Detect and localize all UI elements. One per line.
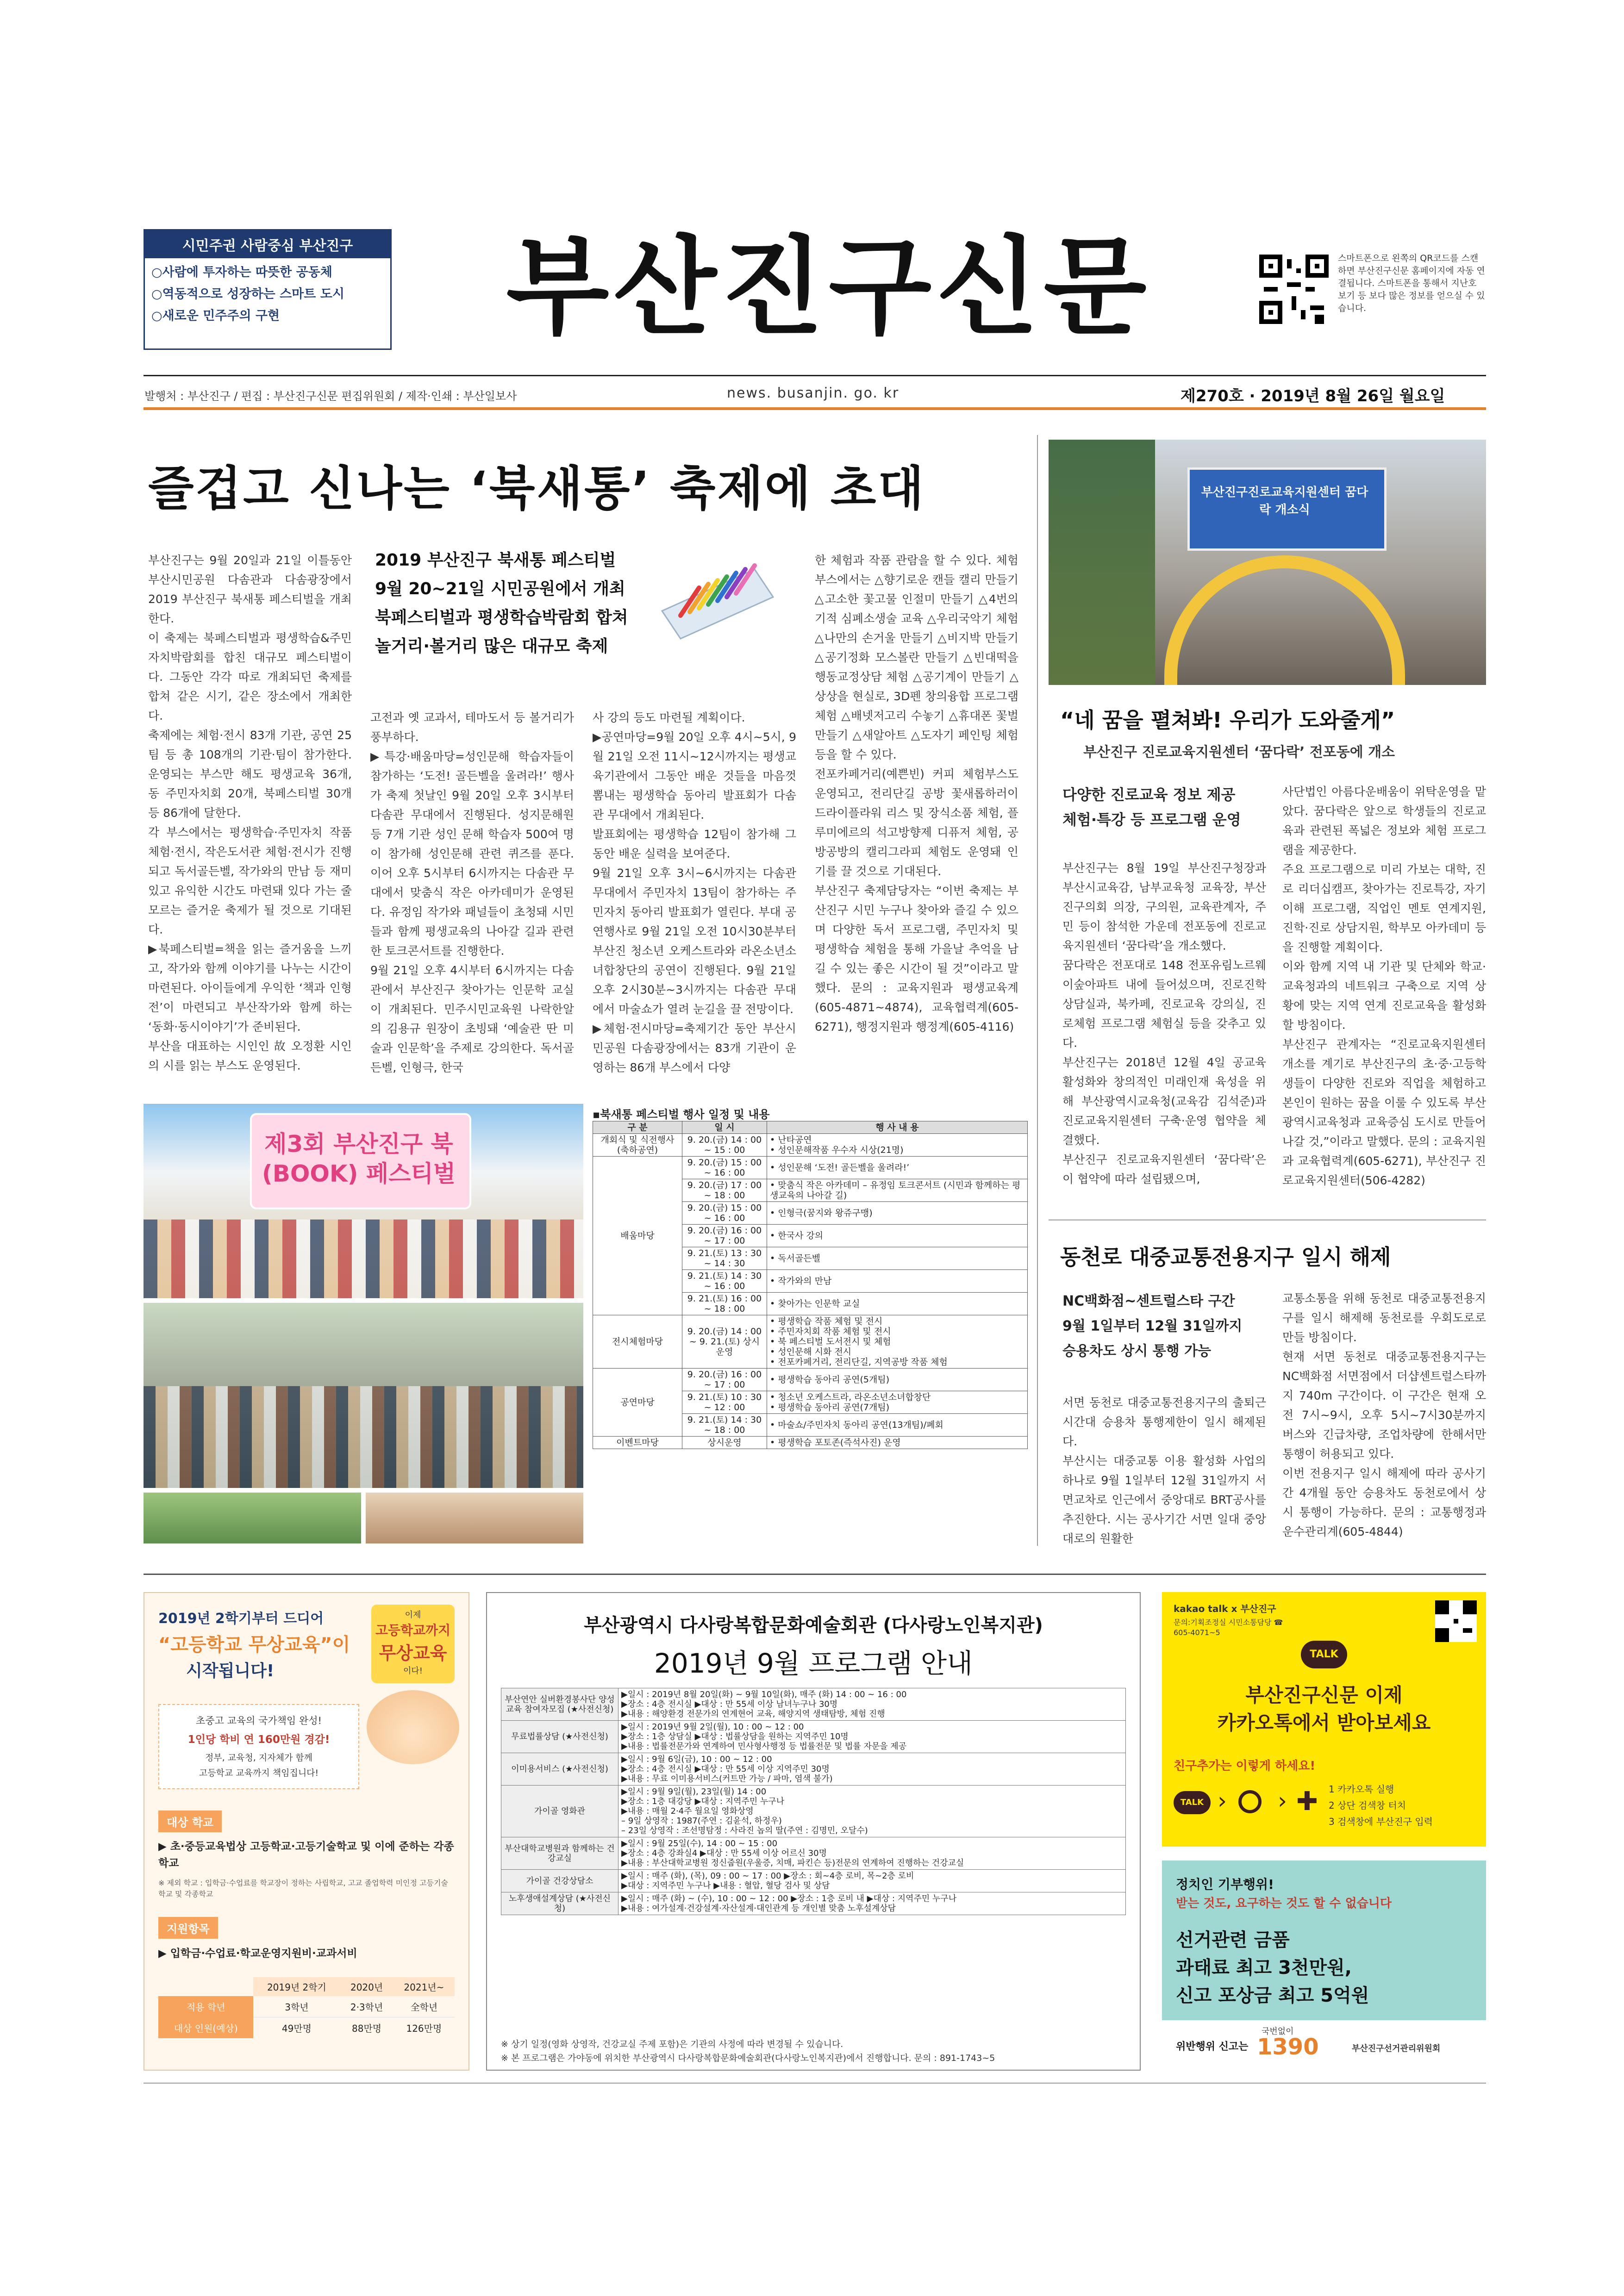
schedule-content: • 평생학습 동아리 공연(5개팀) <box>767 1369 1028 1391</box>
ad-senior-program <box>486 1592 1141 2071</box>
program-name: 가이골 영화관 <box>501 1786 618 1837</box>
ad-school-badge <box>371 1605 455 1683</box>
ad-school-title-a: 2019년 2학기부터 드디어 <box>158 1611 324 1627</box>
ad-school-tag-support: 지원항목 <box>158 1917 218 1939</box>
ad-school-grid <box>158 1977 455 2038</box>
kakao-qr-icon <box>1435 1600 1477 1642</box>
grid-cell: 2·3학년 <box>340 1996 393 2017</box>
schedule-content: • 난타공연 • 성인문해작품 우수자 시상(21명) <box>767 1134 1028 1157</box>
box-line: 정부, 교육청, 지자체가 함께 <box>205 1753 313 1763</box>
article2-sub2 <box>1062 782 1266 832</box>
badge-line: 이제 <box>405 1610 421 1620</box>
schedule-time: 9. 21.(토) 13 : 30 ~ 14 : 30 <box>682 1247 767 1270</box>
schedule-content: • 평생학습 포토존(즉석사진) 운영 <box>767 1437 1028 1449</box>
program-name: 무료법률상담 (★사전신청) <box>501 1721 618 1753</box>
badge-line: 무상교육 <box>379 1643 447 1663</box>
ad-kakao <box>1162 1592 1486 1847</box>
schedule-content: • 청소년 오케스트라, 라온소년소녀합창단 • 평생학습 동아리 공연(7개팀) <box>767 1391 1028 1414</box>
article3-sub-2: 9월 1일부터 12월 31일까지 <box>1062 1318 1243 1334</box>
issue-info: 제270호 · 2019년 8월 26일 월요일 <box>1181 387 1445 405</box>
kakao-step-2: 2 상단 검색창 터치 <box>1329 1800 1406 1811</box>
table-row <box>501 1753 1126 1786</box>
ad-school-title-c: 시작됩니다! <box>186 1661 275 1680</box>
box-line: 1인당 학비 연 160만원 경감! <box>187 1734 330 1746</box>
schedule-cat: 이벤트마당 <box>593 1437 682 1449</box>
program-table <box>501 1688 1126 1915</box>
table-row <box>593 1315 1028 1369</box>
program-name: 가이골 건강상담소 <box>501 1870 618 1892</box>
kakao-brand: kakao talk x 부산진구 <box>1174 1603 1276 1614</box>
table-row <box>593 1369 1028 1391</box>
table-row <box>501 1870 1126 1892</box>
program-name: 부산연안 실버환경봉사단 양성교육 참여자모집 (★사전신청) <box>501 1688 618 1721</box>
article3-sub-1: NC백화점~센트럴스타 구간 <box>1062 1293 1235 1309</box>
center-opening-photo <box>1049 440 1486 685</box>
schedule-time: 9. 20.(금) 15 : 00 ~ 16 : 00 <box>682 1157 767 1179</box>
article2-headline: “네 꿈을 펼쳐봐! 우리가 도와줄게” <box>1060 708 1395 733</box>
grid-cell: 126만명 <box>406 2023 442 2034</box>
kakao-steps-icon: TALK › › ✚ <box>1174 1782 1322 1823</box>
festival-photo-crowd <box>144 1303 583 1488</box>
schedule-header: 행 사 내 용 <box>767 1121 1028 1134</box>
program-detail: ▶일시 : 9월 25일(수), 14 : 00 ~ 15 : 00 ▶장소 : 4층 강좌실4 ▶대상 : 만 55세 이상 어르신 30명 ▶내용 : 부산대학교병원 정신줍원(우울증, 치매, 파킨슨 등)전문의 연계하여 진행하는 건강교실 <box>618 1837 1126 1870</box>
election-line-2: 받는 것도, 요구하는 것도 할 수 없습니다 <box>1176 1897 1392 1910</box>
grid-header <box>158 1977 253 1996</box>
grid-cell: 대상 인원(예상) <box>158 2017 253 2039</box>
schedule-time: 9. 20.(금) 14 : 00 ~ 15 : 00 <box>682 1134 767 1157</box>
schedule-content: • 평생학습 작품 체험 및 전시 • 주민자치회 작품 체험 및 전시 • 북 페스티벌 도서전시 및 체험 • 성인문해 시화 전시 • 전포카페거리, 전리단길, 지역공방 작품 체험 <box>767 1315 1028 1369</box>
paper-title: 부산진구신문 <box>506 224 1151 349</box>
article3-headline: 동천로 대중교통전용지구 일시 해제 <box>1060 1244 1391 1269</box>
badge-line: 이다! <box>403 1666 423 1676</box>
ad-school-target-note: ※ 제외 학교 : 입학금·수업료를 학교장이 정하는 사립학교, 고교 졸업학력 미인정 고등기술학교 및 각종학교 <box>158 1879 448 1898</box>
election-line-5: 신고 포상금 최고 5억원 <box>1176 1985 1369 2006</box>
festival-photo-park <box>144 1493 361 1543</box>
table-row <box>593 1157 1028 1179</box>
grid-header: 2021년~ <box>394 1977 455 1996</box>
lead-sub-1: 2019 부산진구 북새통 페스티벌 <box>375 551 616 570</box>
program-name: 노후생애설계상담 (★사전신청) <box>501 1892 618 1915</box>
box-line: 초중고 교육의 국가책임 완성! <box>196 1715 322 1726</box>
table-row <box>158 1996 455 2017</box>
schedule-content: • 한국사 강의 <box>767 1225 1028 1247</box>
table-row <box>501 1837 1126 1870</box>
article2-col-2: 사단법인 아름다운배움이 위탁운영을 맡았다. 꿈다락은 앞으로 학생들의 진로교육과 관련된 폭넓은 정보와 체험 프로그램을 제공한다. 주요 프로그램으로 미리 가보는 대학, 진로 리더십캠프, 찾아가는 진로특강, 자기이해 프로그램, 직업인 멘토 연계지원, 진학·진로 상담지원, 학부모 아카데미 등을 진행할 계획이다. 이와 함께 지역 내 기관 및 단체와 학교·교육청과의 네트워크 구축으로 지역 상황에 맞는 지역 연계 진로교육을 활성화할 방침이다. 부산진구 관계자는 “진로교육지원센터 개소를 계기로 부산진구의 초·중·고등학생들이 다양한 진로와 직업을 체험하고 본인이 원하는 꿈을 이룰 수 있도록 부산광역시교육청과 교육증심 도시로 만들어 나갈 것,”이라고 말했다. 문의 : 교육지원과 교육협력계(605-6271), 부산진구 진로교육지원센터(506-4282) <box>1282 785 1486 1187</box>
schedule-content: • 마술쇼/주민자치 동아리 공연(13개팀)/폐회 <box>767 1414 1028 1437</box>
article3-col-2: 교통소통을 위해 동천로 대중교통전용지구를 일시 해제해 동천로를 우회도로로 만들 방침이다. 현재 서면 동천로 대중교통전용지구는 NC백화점 서면점에서 더샵센트럴스타까지 740m 구간이다. 이 구간은 현재 오전 7시~9시, 오후 5시~7시30분까지 버스와 긴급차량, 조업차량에 한해서만 통행이 허용되고 있다. 이번 전용지구 일시 해제에 따라 공사기간 4개월 동안 승용차도 동천로에서 상시 통행이 가능하다. 문의 : 교통행정과 운수관리계(605-4844) <box>1282 1292 1486 1538</box>
schedule-time: 9. 21.(토) 14 : 30 ~ 16 : 00 <box>682 1270 767 1293</box>
publisher-info: 발행처 : 부산진구 / 편집 : 부산진구신문 편집위원회 / 제작·인쇄 : 부산일보사 <box>144 390 517 403</box>
program-name: 이미용서비스 (★사전신청) <box>501 1753 618 1786</box>
grid-header: 2019년 2학기 <box>253 1977 340 1996</box>
article3-subs <box>1062 1289 1266 1364</box>
table-row <box>158 2017 455 2039</box>
election-line-4: 과태료 최고 3천만원, <box>1176 1957 1352 1979</box>
schedule-cat: 개회식 및 식전행사(축하공연) <box>593 1134 682 1157</box>
schedule-time: 상시운영 <box>682 1437 767 1449</box>
lead-col-1: 부산진구는 9월 20일과 21일 이틀동안 부산시민공원 다솜관과 다솜광장에서 2019 부산진구 북새통 페스티벌을 개최한다. 이 축제는 북페스티벌과 평생학습&주민자치박람회를 합친 대규모 페스티벌이다. 그동안 각각 따로 개최되던 축제를 합쳐 같은 시기, 같은 장소에서 개최한다. 축제에는 체험·전시 83개 기관, 공연 25팀 등 총 108개의 기관·팀이 참가한다. 운영되는 부스만 해도 평생교육 36개, 동 주민자치회 20개, 북페스티벌 30개 등 86개에 달한다. 각 부스에서는 평생학습·주민자치 작품 체험·전시, 작은도서관 체험·전시가 진행되고 독서골든벨, 작가와의 만남 등 재미있고 유익한 시간도 마련돼 있다 가는 줄 모르는 즐거운 축제가 될 것으로 기대된다. ▶북페스티벌=책을 읽는 즐거움을 느끼고, 작가와 함께 이야기를 나누는 시간이 마련된다. 아이들에게 우익한 ‘책과 인형전’이 마련되고 부산작가와 함께 하는 ‘동화·동시이야기’가 준비된다. 부산을 대표하는 시인인 故 오정환 시인의 시를 읽는 부스도 운영된다. <box>148 554 352 1072</box>
schedule-content: • 작가와의 만남 <box>767 1270 1028 1293</box>
table-row <box>501 1721 1126 1753</box>
ad-school-support: ▶ 입학금·수업료·학교운영지원비·교과서비 <box>158 1948 357 1960</box>
qr-code-icon <box>1259 255 1329 324</box>
slogan-item: ○사람에 투자하는 따뜻한 공동체 <box>151 265 332 280</box>
slogan-item: ○새로운 민주주의 구현 <box>151 309 280 323</box>
table-header-row <box>593 1121 1028 1134</box>
festival-photo-booth <box>366 1493 583 1543</box>
program-org: 부산광역시 다사랑복합문화예술회관 (다사랑노인복지관) <box>584 1615 1043 1636</box>
lead-sub-4: 놀거리·볼거리 많은 대규모 축제 <box>375 637 608 656</box>
grid-cell: 88만명 <box>352 2023 382 2034</box>
program-detail: ▶일시 : 9월 9일(월), 23일(월) 14 : 00 ▶장소 : 1층 대강당 ▶대상 : 지역주민 누구나 ▶내용 : 매월 2·4주 월요일 영화상영 – 9일 상영작 : 1987(주연 : 김윤석, 하정우) – 23일 상영작 : 조선명탐정 : 사라진 놉의 딸(주연 : 김명민, 오달수) <box>618 1786 1126 1837</box>
election-line-3: 선거관련 금품 <box>1176 1929 1290 1951</box>
schedule-content: • 독서골든벨 <box>767 1247 1028 1270</box>
schedule-time: 9. 21.(토) 14 : 30 ~ 18 : 00 <box>682 1414 767 1437</box>
schedule-content: • 성인문해 ‘도전! 골든벨을 울려라!’ <box>767 1157 1028 1179</box>
program-detail: ▶일시 : 9월 6일(금), 10 : 00 ~ 12 : 00 ▶장소 : 4층 전시실 ▶대상 : 만 55세 이상 지역주민 30명 ▶내용 : 무료 이미용서비스(커트만 가능 / 파마, 염색 불가) <box>618 1753 1126 1786</box>
schedule-table <box>593 1121 1028 1449</box>
table-row <box>501 1688 1126 1721</box>
center-sign: 부산진구진로교육지원센터 꿈다락 개소식 <box>1201 485 1368 517</box>
kakao-talk-bubble-icon: TALK <box>1301 1641 1347 1668</box>
qr-description: 스마트폰으로 왼쪽의 QR코드를 스캔하면 부산진구신문 홈페이지에 자동 연결됩니다. 스마트폰을 통해서 지난호 보기 등 보다 많은 정보를 얻으실 수 있습니다. <box>1338 253 1485 313</box>
program-note-2: ※ 본 프로그램은 가야동에 위치한 부산광역시 다사랑복합문화예술회관(다사랑노인복지관)에서 진행합니다. 문의 : 891-1743~5 <box>501 2053 995 2063</box>
schedule-time: 9. 21.(토) 10 : 30 ~ 12 : 00 <box>682 1391 767 1414</box>
article3-col-1: 서면 동천로 대중교통전용지구의 출퇴근 시간대 승용차 통행제한이 일시 해제된다. 부산시는 대중교통 이용 활성화 사업의 하나로 9월 1일부터 12월 31일까지 서면교차로 인근에서 중앙대로 BRT공사를 추진한다. 시는 공사기간 서면 일대 중앙대로의 원활한 <box>1062 1396 1266 1545</box>
schedule-time: 9. 20.(금) 15 : 00 ~ 16 : 00 <box>682 1202 767 1225</box>
article2-sub: 부산진구 진로교육지원센터 ‘꿈다락’ 전포동에 개소 <box>1083 744 1395 760</box>
ad-free-high-school <box>144 1592 469 2071</box>
schedule-cat: 배움마당 <box>593 1157 682 1315</box>
article2-sub2-a: 다양한 진로교육 정보 제공 <box>1062 786 1236 803</box>
article3-sub-3: 승용차도 상시 통행 가능 <box>1062 1343 1212 1359</box>
ad-school-tag-target: 대상 학교 <box>158 1811 222 1832</box>
grid-cell: 全학년 <box>394 1996 455 2017</box>
schedule-cat: 전시체험마당 <box>593 1315 682 1369</box>
kakao-step-3: 3 검색창에 부산진구 입력 <box>1329 1816 1433 1827</box>
article2-col-1: 부산진구는 8월 19일 부산진구청장과 부산시교육감, 남부교육청 교육장, 부산진구의회 의장, 구의원, 교육관계자, 주민 등이 참석한 가운데 전포동에 진로교육지원센터 ‘꿈다락’을 개소했다. 꿈다락은 전포대로 148 전포유림노르웨이숲아파트 내에 들어섰으며, 진로진학 상담실과, 북카페, 진로교육 강의실, 진로체험 프로그램 체험실 등을 갖추고 있다. 부산진구는 2018년 12월 4일 공교육 활성화와 창의적인 미래인재 육성을 위해 부산광역시교육청(교육감 김석준)과 진로교육지원센터 구축·운영 협약을 체결했다. 부산진구 진로교육지원센터 ‘꿈다락’은 이 협약에 따라 설립됐으며, <box>1062 861 1266 1186</box>
site-url[interactable]: news. busanjin. go. kr <box>727 385 899 401</box>
slogan-title: 시민주권 사람중심 부산진구 <box>145 230 390 258</box>
slogan-box <box>144 229 392 350</box>
program-title: 2019년 9월 프로그램 안내 <box>654 1648 973 1679</box>
program-note-1: ※ 상기 일정(영화 상영작, 건강교실 주제 포함)은 기관의 사정에 따라 변경될 수 있습니다. <box>501 2039 843 2049</box>
kakao-line-1: 부산진구신문 이제 <box>1245 1684 1403 1706</box>
election-hotline[interactable]: 1390 <box>1257 2034 1319 2060</box>
grid-cell: 적용 학년 <box>158 1996 253 2017</box>
festival-photo-stage <box>144 1104 583 1298</box>
table-header-row <box>158 1977 455 1996</box>
election-hotline-small: 국번없이 <box>1262 2027 1294 2036</box>
crayon-box-image <box>643 555 782 648</box>
kakao-step-1: 1 카카오톡 실행 <box>1329 1784 1394 1795</box>
schedule-header: 구 분 <box>593 1121 682 1134</box>
schedule-content: • 맞춤식 작은 아카데미 – 유정임 토크콘서트 (시민과 함께하는 평생교육의 나아갈 길) <box>767 1179 1028 1202</box>
schedule-time: 9. 21.(토) 16 : 00 ~ 18 : 00 <box>682 1293 767 1315</box>
schedule-content: • 찾아가는 인문학 교실 <box>767 1293 1028 1315</box>
schedule-time: 9. 20.(금) 16 : 00 ~ 17 : 00 <box>682 1225 767 1247</box>
table-row <box>593 1437 1028 1449</box>
program-name: 부산대학교병원과 함께하는 건강교실 <box>501 1837 618 1870</box>
kakao-line-2: 카카오톡에서 받아보세요 <box>1217 1711 1431 1734</box>
grid-cell: 3학년 <box>253 1996 340 2017</box>
kakao-contact: 문의:기획조정실 시민소통담당 ☎ 605-4071~5 <box>1174 1618 1283 1637</box>
election-hotline-label: 위반행위 신고는 <box>1176 2041 1249 2053</box>
grid-header: 2020년 <box>340 1977 393 1996</box>
schedule-content: • 인형극(꿈지와 왕쥬구맹) <box>767 1202 1028 1225</box>
table-row <box>501 1786 1126 1837</box>
ad-school-target: ▶ 초·중등교육법상 고등학교·고등기술학교 및 이에 준하는 각종 학교 <box>158 1841 454 1869</box>
table-row <box>593 1134 1028 1157</box>
lead-headline: 즐겁고 신나는 ‘북새통’ 축제에 초대 <box>148 461 925 516</box>
program-detail: ▶일시 : 2019년 8월 20일(화) ~ 9월 10일(화), 매주 (화) 14 : 00 ~ 16 : 00 ▶장소 : 4층 전시실 ▶대상 : 만 55세 이상 남녀누구나 30명 ▶내용 : 해양환경 전문가의 연계현어 교육, 해양지역 생태탐방, 체험 진행 <box>618 1688 1126 1721</box>
schedule-time: 9. 20.(금) 17 : 00 ~ 18 : 00 <box>682 1179 767 1202</box>
program-detail: ▶일시 : 매주 (화) ~ (수), 10 : 00 ~ 12 : 00 ▶장소 : 1층 로비 내 ▶대상 : 지역주민 누구나 ▶내용 : 여가설계·건강설계·자산설계·대인관계 등 개인별 맞춤 노후설계상담 <box>618 1892 1126 1915</box>
schedule-time: 9. 20.(금) 16 : 00 ~ 17 : 00 <box>682 1369 767 1391</box>
ad-school-title-b: “고등학교 무상교육”이 <box>158 1634 350 1655</box>
schedule-title: ▪북새통 페스티벌 행사 일정 및 내용 <box>593 1108 770 1121</box>
ad-school-box <box>158 1704 359 1789</box>
schedule-header: 일 시 <box>682 1121 767 1134</box>
election-line-1: 정치인 기부행위! <box>1176 1877 1274 1892</box>
schedule-cat: 공연마당 <box>593 1369 682 1437</box>
ad-election <box>1162 1860 1486 2069</box>
table-row <box>501 1892 1126 1915</box>
lead-sub-3: 북페스티벌과 평생학습박람회 합쳐 <box>375 608 628 627</box>
lead-col-3: 사 강의 등도 마련될 계획이다. ▶공연마당=9월 20일 오후 4시~5시, 9월 21일 오전 11시~12시까지는 평생교육기관에서 그동안 배운 것들을 마음껏 뽐내는 평생학습 동아리 발표회가 다솜관 무대에서 개최된다. 발표회에는 평생학습 12팀이 참가해 그동안 배운 실력을 보여준다. 9월 21일 오후 3시~6시까지는 다솜관 무대에서 주민자치 13팀이 참가하는 주민자치 동아리 발표회가 열린다. 부대 공연행사로 9월 21일 오전 10시30분부터 부산진 청소년 오케스트라와 라온소년소녀합창단의 공연이 진행된다. 9월 21일 오후 2시30분~3시까지는 다솜관 무대에서 마술쇼가 열려 눈길을 끌 전망이다. ▶체험·전시마당=축제기간 동안 부산시민공원 다솜광장에서는 83개 기관이 운영하는 86개 부스에서 다양 <box>593 711 796 1074</box>
festival-banner: 제3회 부산진구 북(BOOK) 페스티벌 <box>262 1131 456 1187</box>
schedule-time: 9. 20.(금) 14 : 00 ~ 9. 21.(토) 상시운영 <box>682 1315 767 1369</box>
kakao-how: 친구추가는 이렇게 하세요! <box>1174 1759 1316 1773</box>
slogan-item: ○역동적으로 성장하는 스마트 도시 <box>151 287 344 301</box>
lead-subheads <box>375 546 634 661</box>
program-detail: ▶일시 : 매주 (화), (목), 09 : 00 ~ 17 : 00 ▶장소 : 회~4층 로비, 목~2층 로비 ▶대상 : 지역주민 누구나 ▶내용 : 혈압, 혈당 검사 및 상담 <box>618 1870 1126 1892</box>
lead-col-2: 고전과 옛 교과서, 테마도서 등 볼거리가 풍부하다. ▶특강·배움마당=성인문해 학습자들이 참가하는 ‘도전! 골든벨을 울려라!’ 행사가 축제 첫날인 9월 20일 오후 3시부터 다솜관 무대에서 진행된다. 성지문해원 등 7개 기관 성인 문해 학습자 500여 명이 참가해 성인문해 관련 퀴즈를 푼다. 이어 오후 5시부터 6시까지는 다솜관 무대에서 맞춤식 작은 아카데미가 운영된다. 유정임 작가와 패널들이 초청돼 시민들과 함께 평생교육의 나아갈 길과 관련한 토크콘서트를 진행한다. 9월 21일 오후 4시부터 6시까지는 다솜관에서 부산진구 찾아가는 인문학 교실이 개최된다. 민주시민교육원 나락한알의 김용규 원장이 초빙돼 ‘예술관 딴 미술과 인문학’을 주제로 강의한다. 독서골든벨, 인형극, 한국 <box>370 711 574 1074</box>
ad-school-illustration <box>367 1690 459 1764</box>
box-line: 고등학교 교육까지 책임집니다! <box>199 1768 319 1778</box>
election-org: 부산진구선거관리위원회 <box>1352 2044 1441 2053</box>
lead-col-4: 한 체험과 작품 관람을 할 수 있다. 체험부스에서는 △향기로운 캔들 캘리 만들기 △고소한 꽃고물 인절미 만들기 △4번의 기적 심폐소생술 교육 △우리국악기 체험 △나만의 손거울 만들기 △비지박 만들기 △공기정화 모스볼란 만들기 △빈대떡을 행동교정상담 체험 △공기계이 만들기 △상상을 현실로, 3D펜 창의융합 프로그램 체험 △배넷저고리 수놓기 △휴대폰 꽃벌 만들기 △새알아트 △도자기 페인팅 체험 등을 할 수 있다. 전포카페거리(예쁜빈) 커피 체험부스도 운영되고, 전리단길 공방 꽃새롭하러이 드라이플라워 리스 및 장식소품 체험, 플루미에르의 석고방향제 디퓨저 체험, 공방공방의 캘리그라피 체험도 운영돼 인기를 끌 것으로 기대된다. 부산진구 축제담당자는 “이번 축제는 부산진구 시민 누구나 찾아와 즐길 수 있으며 다양한 독서 프로그램, 주민자치 및 평생학습 체험을 통해 가을날 추억을 남길 수 있는 좋은 시간이 될 것”이라고 말했다. 문의 : 교육지원과 평생교육계(605-4871~4874), 교육협력계(605-6271), 행정지원과 행정계(605-4116) <box>815 554 1018 1033</box>
badge-line: 고등학교까지 <box>375 1623 451 1638</box>
article2-sub2-b: 체험·특강 등 프로그램 운영 <box>1062 811 1241 828</box>
lead-sub-2: 9월 20~21일 시민공원에서 개최 <box>375 579 625 598</box>
grid-cell: 49만명 <box>281 2023 312 2034</box>
program-detail: ▶일시 : 2019년 9월 2일(월), 10 : 00 ~ 12 : 00 ▶장소 : 1층 상담실 ▶대상 : 법률상담을 원하는 지역주민 10명 ▶내용 : 법률전문가와 연계하여 민사형사행정 등 법률전문 및 법률 자문을 제공 <box>618 1721 1126 1753</box>
